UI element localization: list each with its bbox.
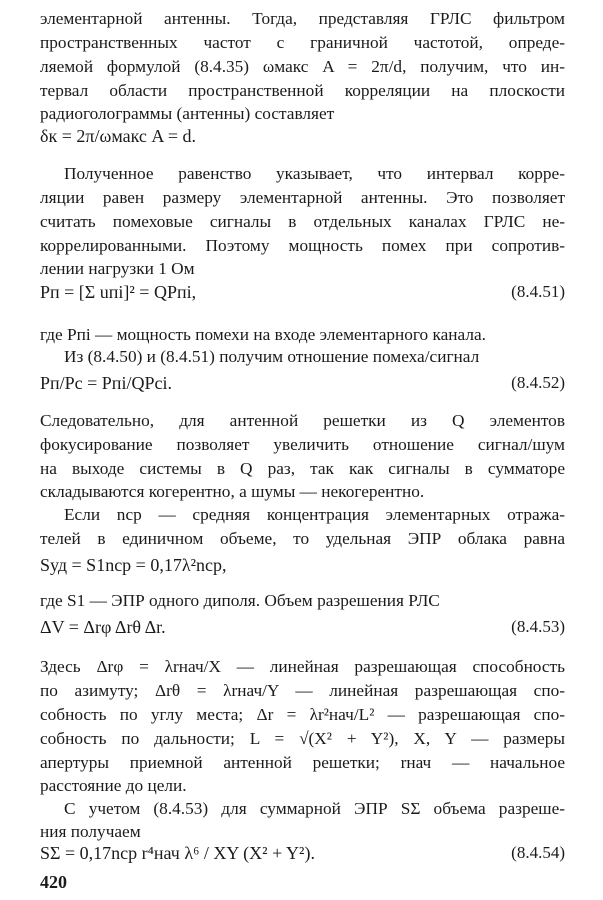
text-line: собность по углу места; Δr = λr²нач/L² — разрешающая спо- [40,705,565,724]
text-line: собность по дальности; L = √(X² + Y²), X, Y — размеры [40,729,565,748]
equation-number: (8.4.52) [511,373,565,392]
equation-delta-k: δк = 2π/ωмакс A = d. [40,126,197,146]
text-line: по азимуту; Δrθ = λrнач/Y — линейная разрешающая спо- [40,681,565,700]
text-line: расстояние до цели. [40,776,187,795]
page-number: 420 [40,872,67,892]
text-line: пространственных частот с граничной частотой, опреде- [40,33,565,52]
text-line: лении нагрузки 1 Ом [40,259,195,278]
equation-s-ud: Sуд = S1nср = 0,17λ²nср, [40,555,227,575]
text-line: фокусирование позволяет увеличить отношение сигнал/шум [40,435,565,454]
text-line: складываются когерентно, а шумы — некогерентно. [40,482,425,501]
equation-8-4-52: Pп/Pс = Pпi/QPсi. (8.4.52) [40,368,565,398]
text-line: Следовательно, для антенной решетки из Q элементов [40,411,565,430]
text-line: элементарной антенны. Тогда, представляя ГРЛС фильтром [40,9,565,28]
text-line: Если nср — средняя концентрация элементарных отража- [64,505,565,524]
equation-8-4-51: Pп = [Σ uпi]² = QPпi, (8.4.51) [40,272,565,312]
equation-number: (8.4.53) [511,617,565,636]
text-line: ляции равен размеру элементарной антенны. Это позволяет [40,188,565,207]
text-line: ния получаем [40,822,141,841]
equation-8-4-54: SΣ = 0,17nср r⁴нач λ⁶ / XY (X² + Y²). (8.4.54) [40,838,565,868]
text-line: Из (8.4.50) и (8.4.51) получим отношение помеха/сигнал [64,347,480,366]
text-line: ляемой формулой (8.4.35) ωмакс A = 2π/d, получим, что ин- [40,57,565,76]
text-line: тервал области пространственной корреляции на плоскости [40,81,565,100]
text-line: Полученное равенство указывает, что интервал корре- [64,164,565,183]
equation-8-4-53: ΔV = Δrφ Δrθ Δr. (8.4.53) [40,612,565,642]
text-line: С учетом (8.4.53) для суммарной ЭПР SΣ объема разреше- [64,799,565,818]
text-line: радиоголограммы (антенны) составляет [40,104,335,123]
equation-number: (8.4.54) [511,843,565,862]
text-line: коррелированными. Поэтому мощность помех при сопротив- [40,236,565,255]
text-line: где Pпi — мощность помехи на входе элементарного канала. [40,325,486,344]
text-line: телей в единичном объеме, то удельная ЭПР облака равна [40,529,565,548]
text-line: где S1 — ЭПР одного диполя. Объем разрешения РЛС [40,591,440,610]
text-line: на выходе системы в Q раз, так как сигналы в сумматоре [40,459,565,478]
equation-number: (8.4.51) [511,282,565,301]
text-line: апертуры приемной антенной решетки; rнач — начальное [40,753,565,772]
text-line: Здесь Δrφ = λrнач/X — линейная разрешающая способность [40,657,565,676]
text-line: считать помеховые сигналы в отдельных каналах ГРЛС не- [40,212,565,231]
